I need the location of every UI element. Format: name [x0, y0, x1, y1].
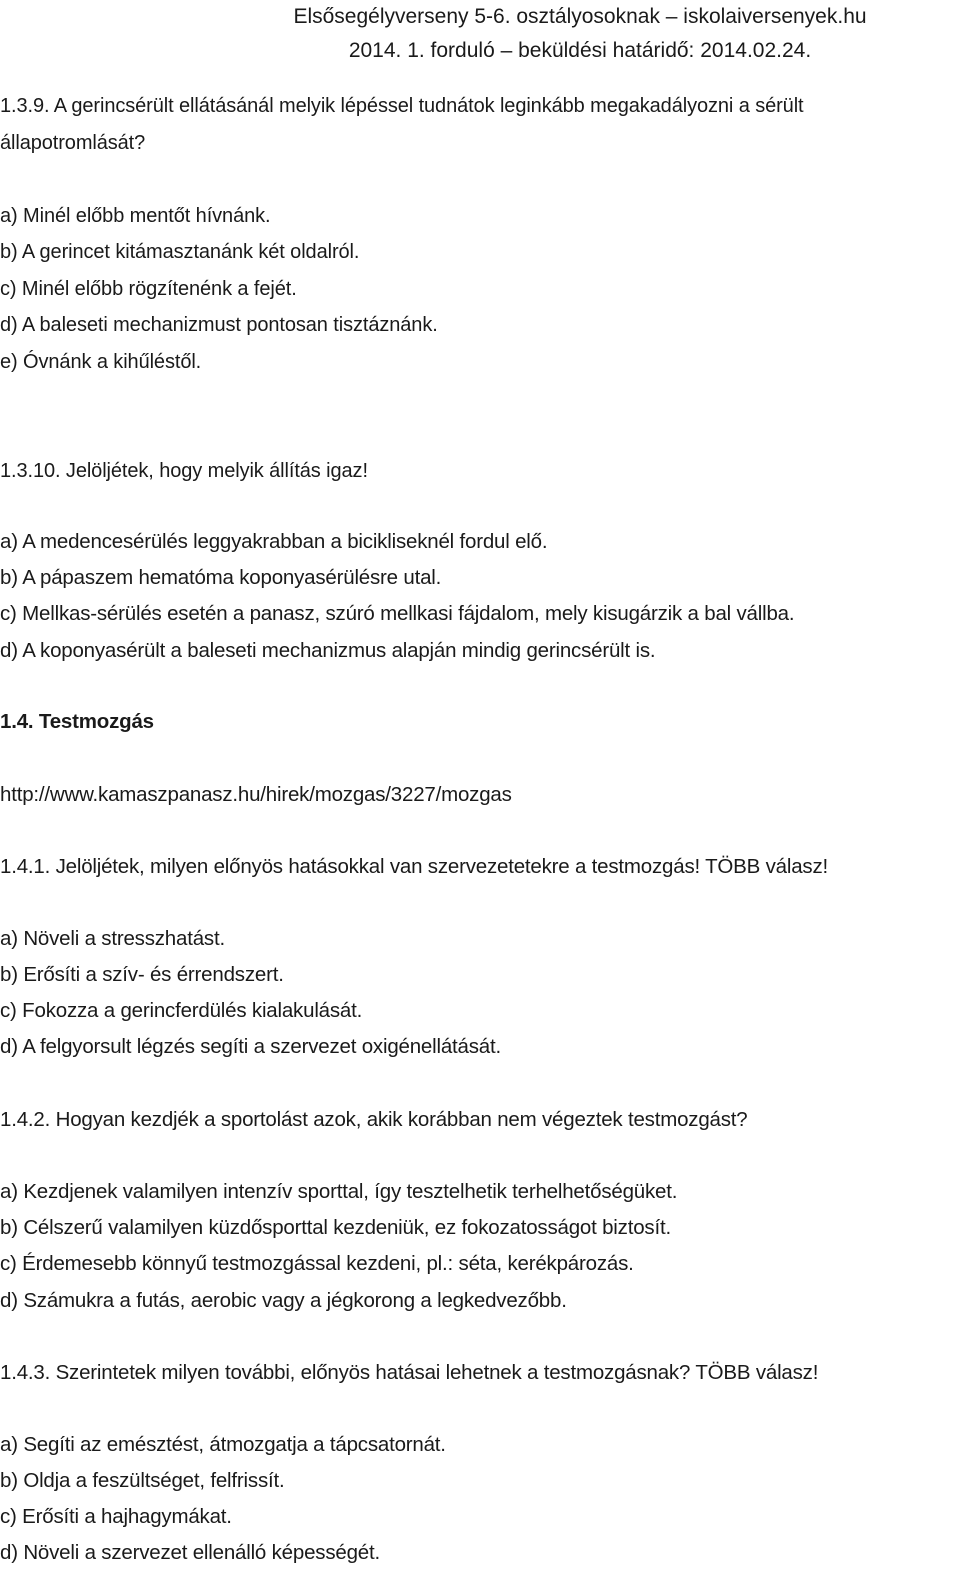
- page-header: [200, 0, 960, 68]
- answer-1-4-1-a: a) Növeli a stresszhatást.: [0, 927, 225, 950]
- answer-1-3-9-c: c) Minél előbb rögzítenénk a fejét.: [0, 278, 297, 300]
- question-1-3-9-line2: állapotromlását?: [0, 132, 146, 154]
- question-1-4-1: 1.4.1. Jelöljétek, milyen előnyös hatásokkal van szervezetetekre a testmozgás! TÖBB válasz!: [0, 855, 829, 878]
- answer-1-4-1-d: d) A felgyorsult légzés segíti a szervezet oxigénellátását.: [0, 1035, 501, 1058]
- answer-1-3-10-d: d) A koponyasérült a baleseti mechanizmus alapján mindig gerincsérült is.: [0, 639, 656, 662]
- answer-1-4-3-b: b) Oldja a feszültséget, felfrissít.: [0, 1469, 285, 1492]
- answer-1-4-3-d: d) Növeli a szervezet ellenálló képességét.: [0, 1541, 380, 1564]
- answer-1-3-9-d: d) A baleseti mechanizmust pontosan tisztáznánk.: [0, 314, 438, 336]
- answer-1-4-2-a: a) Kezdjenek valamilyen intenzív sporttal, így tesztelhetik terhelhetőségüket.: [0, 1180, 678, 1203]
- header-deadline: 2014. 1. forduló – beküldési határidő: 2014.02.24.: [348, 39, 812, 62]
- answer-1-4-2-c: c) Érdemesebb könnyű testmozgással kezdeni, pl.: séta, kerékpározás.: [0, 1252, 634, 1275]
- answer-1-3-9-a: a) Minél előbb mentőt hívnánk.: [0, 205, 271, 227]
- source-url: http://www.kamaszpanasz.hu/hirek/mozgas/3227/mozgas: [0, 783, 512, 806]
- answer-1-4-1-b: b) Erősíti a szív- és érrendszert.: [0, 963, 284, 986]
- answer-1-3-10-a: a) A medencesérülés leggyakrabban a bicikliseknél fordul elő.: [0, 530, 548, 553]
- question-1-4-3: 1.4.3. Szerintetek milyen további, előnyös hatásai lehetnek a testmozgásnak? TÖBB válasz!: [0, 1361, 819, 1384]
- question-1-4-2: 1.4.2. Hogyan kezdjék a sportolást azok, akik korábban nem végeztek testmozgást?: [0, 1108, 748, 1131]
- answer-1-4-2-d: d) Számukra a futás, aerobic vagy a jégkorong a legkedvezőbb.: [0, 1289, 567, 1312]
- answer-1-3-9-b: b) A gerincet kitámasztanánk két oldalról.: [0, 241, 360, 263]
- answer-1-4-3-c: c) Erősíti a hajhagymákat.: [0, 1505, 232, 1528]
- answer-1-3-9-e: e) Óvnánk a kihűléstől.: [0, 351, 202, 373]
- answer-1-4-3-a: a) Segíti az emésztést, átmozgatja a tápcsatornát.: [0, 1433, 446, 1456]
- answer-1-3-10-c: c) Mellkas-sérülés esetén a panasz, szúró mellkasi fájdalom, mely kisugárzik a bal vállba.: [0, 602, 795, 625]
- question-1-3-9-line1: 1.3.9. A gerincsérült ellátásánál melyik lépéssel tudnátok leginkább megakadályozni a sérült: [0, 95, 804, 117]
- section-title-1-4: 1.4. Testmozgás: [0, 710, 154, 733]
- answer-1-4-1-c: c) Fokozza a gerincferdülés kialakulását.: [0, 999, 363, 1022]
- question-1-3-10: 1.3.10. Jelöljétek, hogy melyik állítás igaz!: [0, 460, 368, 482]
- answer-1-4-2-b: b) Célszerű valamilyen küzdősporttal kezdeniük, ez fokozatosságot biztosít.: [0, 1216, 671, 1239]
- header-title: Elsősegélyverseny 5-6. osztályosoknak – iskolaiversenyek.hu: [293, 5, 867, 28]
- answer-1-3-10-b: b) A pápaszem hematóma koponyasérülésre utal.: [0, 566, 442, 589]
